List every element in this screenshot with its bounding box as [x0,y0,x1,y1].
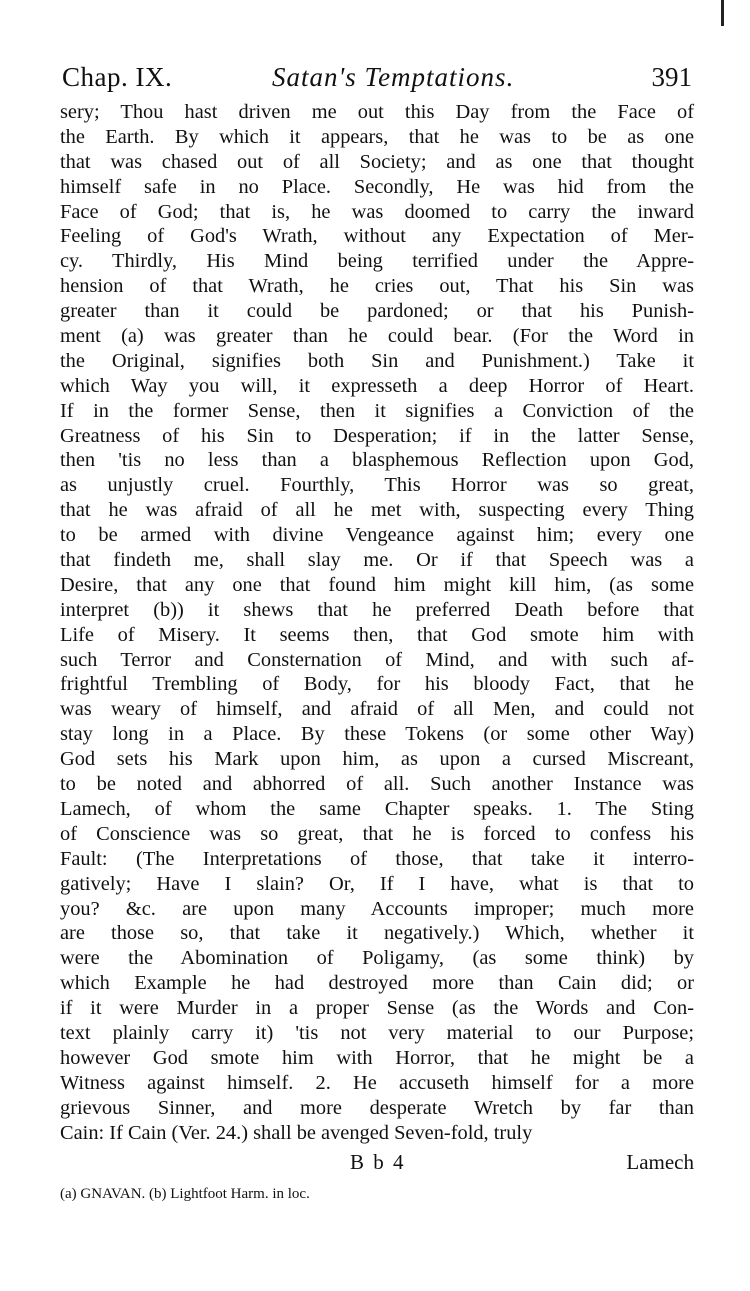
text-line: cy. Thirdly, His Mind being terrified under the Appre- [60,250,694,273]
text-line: you? &c. are upon many Accounts improper; much more [60,897,694,920]
page-number: 391 [651,62,692,92]
text-line: Cain: If Cain (Ver. 24.) shall be avenged Seven-fold, truly [60,1121,533,1144]
text-line: was weary of himself, and afraid of all Men, and could not [60,698,694,721]
text-line: God sets his Mark upon him, as upon a cursed Miscreant, [60,748,694,771]
text-line: Greatness of his Sin to Desperation; if in the latter Sense, [60,424,694,447]
text-line: Desire, that any one that found him might kill him, (as some [60,573,694,596]
text-line: of Conscience was so great, that he is forced to confess his [60,822,694,845]
text-line: ment (a) was greater than he could bear. (For the Word in [60,325,694,348]
text-line: Fault: (The Interpretations of those, that take it interro- [60,847,694,870]
body-text [60,100,694,1145]
text-line: which Way you will, it expresseth a deep Horror of Heart. [60,374,694,397]
footnote: (a) GNAVAN. (b) Lightfoot Harm. in loc. [60,1186,310,1202]
page-footer [60,1150,694,1178]
running-title: Satan's Temptations. [272,62,515,92]
text-line: sery; Thou hast driven me out this Day from the Face of [60,101,694,123]
text-line: stay long in a Place. By these Tokens (or some other Way) [60,723,694,746]
text-line: to be armed with divine Vengeance against him; every one [60,524,694,547]
text-line: the Original, signifies both Sin and Punishment.) Take it [60,349,694,372]
text-line: gatively; Have I slain? Or, If I have, what is that to [60,872,694,895]
text-line: such Terror and Consternation of Mind, and with such af- [60,648,694,671]
text-line: greater than it could be pardoned; or that his Punish- [60,300,694,323]
text-line: were the Abomination of Poligamy, (as some think) by [60,947,694,970]
text-line: are those so, that take it negatively.) Which, whether it [60,922,694,945]
text-line: Lamech, of whom the same Chapter speaks. 1. The Sting [60,797,694,820]
text-line: that he was afraid of all he met with, suspecting every Thing [60,499,694,522]
text-line: grievous Sinner, and more desperate Wretch by far than [60,1096,694,1119]
text-line: that was chased out of all Society; and as one that thought [60,150,694,173]
chapter-label: Chap. IX. [62,62,173,92]
text-line: as unjustly cruel. Fourthly, This Horror was so great, [60,474,694,497]
catchword: Lamech [626,1150,694,1174]
text-line: frightful Trembling of Body, for his bloody Fact, that he [60,673,694,696]
page-edge-mark [721,0,724,26]
text-line: which Example he had destroyed more than Cain did; or [60,972,694,995]
running-header [62,62,692,102]
text-line: the Earth. By which it appears, that he was to be as one [60,125,694,148]
text-line: if it were Murder in a proper Sense (as the Words and Con- [60,997,694,1020]
text-line: Life of Misery. It seems then, that God smote him with [60,623,694,646]
text-line: text plainly carry it) 'tis not very material to our Purpose; [60,1021,694,1044]
text-line: that findeth me, shall slay me. Or if that Speech was a [60,549,694,572]
text-line: hension of that Wrath, he cries out, That his Sin was [60,275,694,298]
text-line: Face of God; that is, he was doomed to carry the inward [60,200,694,223]
text-line: interpret (b)) it shews that he preferred Death before that [60,598,694,621]
text-line: Feeling of God's Wrath, without any Expectation of Mer- [60,225,694,248]
signature-mark: B b 4 [350,1150,406,1174]
text-line: If in the former Sense, then it signifies a Conviction of the [60,399,694,422]
text-line: however God smote him with Horror, that he might be a [60,1046,694,1069]
text-line: himself safe in no Place. Secondly, He was hid from the [60,175,694,198]
text-line: Witness against himself. 2. He accuseth himself for a more [60,1071,694,1094]
text-line: then 'tis no less than a blasphemous Reflection upon God, [60,449,694,472]
text-line: to be noted and abhorred of all. Such another Instance was [60,773,694,796]
